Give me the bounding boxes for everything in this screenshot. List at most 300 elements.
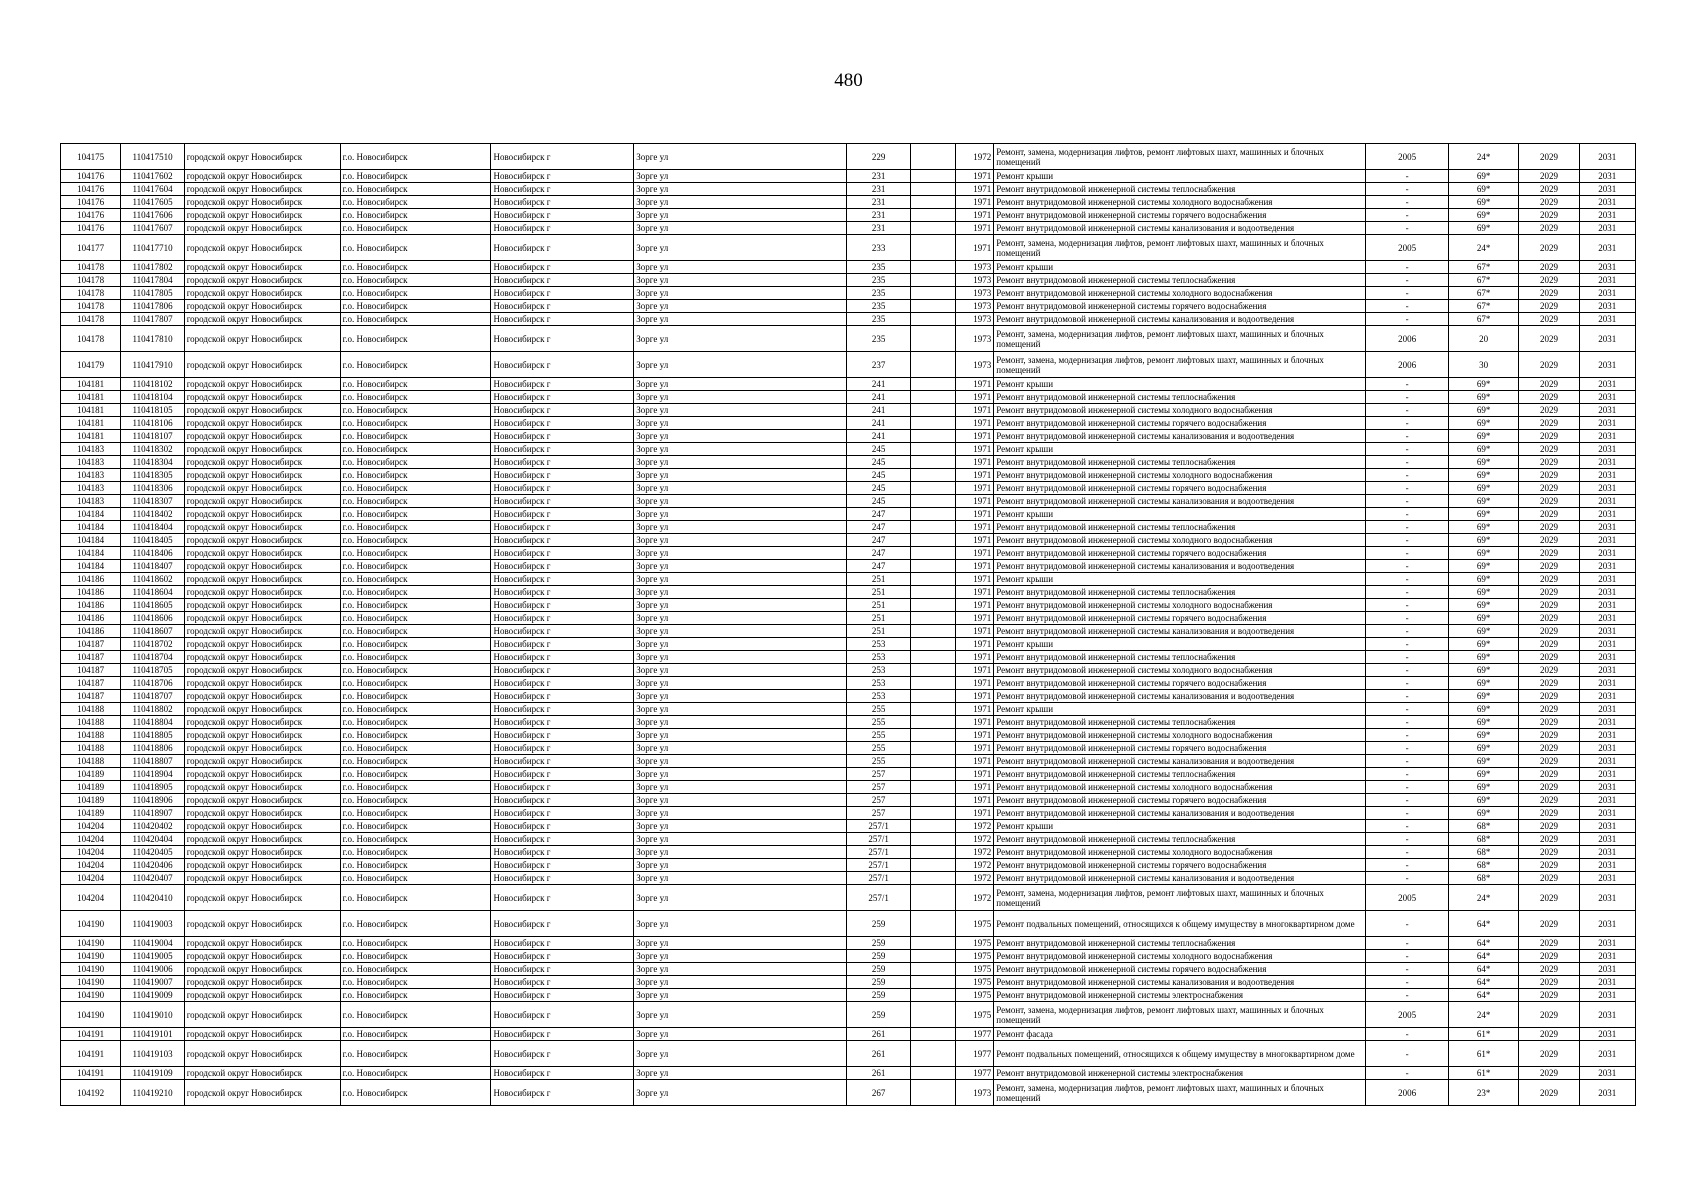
cell-street: Зорге ул [634, 768, 847, 781]
cell-house-number: 259 [847, 950, 910, 963]
cell-wear-percent: 69* [1448, 209, 1518, 222]
cell-street: Зорге ул [634, 846, 847, 859]
cell-plan-start-year: 2029 [1519, 300, 1579, 313]
cell-building [910, 1002, 955, 1028]
cell-plan-start-year: 2029 [1519, 313, 1579, 326]
cell-build-year: 1971 [956, 729, 994, 742]
cell-settlement: Новосибирск г [491, 937, 634, 950]
cell-plan-end-year: 2031 [1579, 495, 1635, 508]
cell-building [910, 976, 955, 989]
page-number: 480 [834, 70, 863, 91]
cell-build-year: 1971 [956, 677, 994, 690]
cell-work-type: Ремонт внутридомовой инженерной системы горячего водоснабжения [994, 300, 1366, 313]
cell-work-code: 110417802 [121, 261, 184, 274]
cell-municipality: г.о. Новосибирск [340, 768, 491, 781]
cell-municipal-district: городской округ Новосибирск [184, 872, 340, 885]
cell-build-year: 1972 [956, 859, 994, 872]
cell-wear-percent: 68* [1448, 833, 1518, 846]
cell-settlement: Новосибирск г [491, 729, 634, 742]
cell-plan-start-year: 2029 [1519, 222, 1579, 235]
cell-work-code: 110419003 [121, 911, 184, 937]
cell-settlement: Новосибирск г [491, 235, 634, 261]
cell-plan-end-year: 2031 [1579, 586, 1635, 599]
cell-last-repair-year: - [1366, 547, 1448, 560]
cell-plan-end-year: 2031 [1579, 768, 1635, 781]
cell-last-repair-year: - [1366, 222, 1448, 235]
table-row [61, 664, 1636, 677]
cell-street: Зорге ул [634, 833, 847, 846]
cell-work-type: Ремонт внутридомовой инженерной системы теплоснабжения [994, 833, 1366, 846]
cell-plan-end-year: 2031 [1579, 963, 1635, 976]
cell-plan-end-year: 2031 [1579, 313, 1635, 326]
cell-work-code: 110418106 [121, 417, 184, 430]
cell-work-code: 110418907 [121, 807, 184, 820]
cell-settlement: Новосибирск г [491, 1080, 634, 1106]
table-row [61, 651, 1636, 664]
cell-work-code: 110418904 [121, 768, 184, 781]
cell-house-number: 233 [847, 235, 910, 261]
cell-municipality: г.о. Новосибирск [340, 911, 491, 937]
table-row [61, 391, 1636, 404]
table-row [61, 599, 1636, 612]
cell-build-year: 1971 [956, 612, 994, 625]
cell-work-type: Ремонт крыши [994, 573, 1366, 586]
table-row [61, 183, 1636, 196]
cell-plan-end-year: 2031 [1579, 872, 1635, 885]
cell-build-year: 1971 [956, 378, 994, 391]
cell-work-type: Ремонт внутридомовой инженерной системы канализования и водоотведения [994, 872, 1366, 885]
cell-settlement: Новосибирск г [491, 677, 634, 690]
cell-work-code: 110418304 [121, 456, 184, 469]
cell-plan-start-year: 2029 [1519, 937, 1579, 950]
table-row [61, 742, 1636, 755]
cell-building [910, 196, 955, 209]
cell-last-repair-year: - [1366, 937, 1448, 950]
cell-work-type: Ремонт внутридомовой инженерной системы горячего водоснабжения [994, 859, 1366, 872]
cell-last-repair-year: - [1366, 963, 1448, 976]
cell-building [910, 833, 955, 846]
cell-street: Зорге ул [634, 534, 847, 547]
cell-house-number: 231 [847, 222, 910, 235]
cell-plan-start-year: 2029 [1519, 391, 1579, 404]
cell-building [910, 443, 955, 456]
cell-plan-end-year: 2031 [1579, 703, 1635, 716]
cell-house-number: 257/1 [847, 833, 910, 846]
cell-record-id: 104190 [61, 950, 121, 963]
cell-settlement: Новосибирск г [491, 508, 634, 521]
cell-building [910, 989, 955, 1002]
cell-plan-end-year: 2031 [1579, 612, 1635, 625]
cell-plan-start-year: 2029 [1519, 560, 1579, 573]
cell-municipality: г.о. Новосибирск [340, 612, 491, 625]
table-row [61, 976, 1636, 989]
cell-street: Зорге ул [634, 586, 847, 599]
cell-municipal-district: городской округ Новосибирск [184, 859, 340, 872]
cell-settlement: Новосибирск г [491, 534, 634, 547]
cell-municipality: г.о. Новосибирск [340, 638, 491, 651]
cell-settlement: Новосибирск г [491, 885, 634, 911]
cell-build-year: 1972 [956, 820, 994, 833]
cell-plan-end-year: 2031 [1579, 781, 1635, 794]
cell-settlement: Новосибирск г [491, 794, 634, 807]
cell-work-code: 110418804 [121, 716, 184, 729]
cell-record-id: 104178 [61, 300, 121, 313]
cell-plan-start-year: 2029 [1519, 716, 1579, 729]
cell-plan-end-year: 2031 [1579, 144, 1635, 170]
cell-plan-end-year: 2031 [1579, 300, 1635, 313]
cell-work-type: Ремонт внутридомовой инженерной системы канализования и водоотведения [994, 495, 1366, 508]
table-row [61, 482, 1636, 495]
cell-work-code: 110418602 [121, 573, 184, 586]
cell-municipal-district: городской округ Новосибирск [184, 1028, 340, 1041]
cell-build-year: 1971 [956, 625, 994, 638]
cell-record-id: 104177 [61, 235, 121, 261]
table-row [61, 1080, 1636, 1106]
cell-last-repair-year: - [1366, 196, 1448, 209]
cell-building [910, 937, 955, 950]
cell-plan-end-year: 2031 [1579, 1028, 1635, 1041]
cell-work-type: Ремонт внутридомовой инженерной системы холодного водоснабжения [994, 534, 1366, 547]
cell-last-repair-year: 2005 [1366, 885, 1448, 911]
cell-settlement: Новосибирск г [491, 521, 634, 534]
cell-settlement: Новосибирск г [491, 651, 634, 664]
cell-build-year: 1971 [956, 807, 994, 820]
cell-record-id: 104178 [61, 313, 121, 326]
cell-wear-percent: 69* [1448, 495, 1518, 508]
cell-wear-percent: 69* [1448, 443, 1518, 456]
cell-house-number: 251 [847, 573, 910, 586]
cell-municipality: г.о. Новосибирск [340, 820, 491, 833]
cell-work-code: 110420404 [121, 833, 184, 846]
cell-municipal-district: городской округ Новосибирск [184, 378, 340, 391]
cell-wear-percent: 69* [1448, 391, 1518, 404]
cell-settlement: Новосибирск г [491, 768, 634, 781]
cell-work-code: 110418107 [121, 430, 184, 443]
cell-street: Зорге ул [634, 183, 847, 196]
cell-house-number: 237 [847, 352, 910, 378]
cell-last-repair-year: - [1366, 300, 1448, 313]
cell-plan-start-year: 2029 [1519, 586, 1579, 599]
table-row [61, 261, 1636, 274]
cell-wear-percent: 68* [1448, 846, 1518, 859]
cell-street: Зорге ул [634, 352, 847, 378]
cell-last-repair-year: - [1366, 261, 1448, 274]
cell-municipality: г.о. Новосибирск [340, 417, 491, 430]
cell-last-repair-year: - [1366, 534, 1448, 547]
cell-work-type: Ремонт внутридомовой инженерной системы горячего водоснабжения [994, 547, 1366, 560]
cell-municipality: г.о. Новосибирск [340, 729, 491, 742]
cell-settlement: Новосибирск г [491, 599, 634, 612]
cell-last-repair-year: - [1366, 859, 1448, 872]
table-row [61, 430, 1636, 443]
cell-plan-start-year: 2029 [1519, 963, 1579, 976]
cell-last-repair-year: - [1366, 417, 1448, 430]
cell-last-repair-year: - [1366, 703, 1448, 716]
cell-record-id: 104204 [61, 885, 121, 911]
cell-municipal-district: городской округ Новосибирск [184, 781, 340, 794]
cell-municipality: г.о. Новосибирск [340, 586, 491, 599]
table-row [61, 300, 1636, 313]
cell-plan-start-year: 2029 [1519, 820, 1579, 833]
cell-work-type: Ремонт, замена, модернизация лифтов, ремонт лифтовых шахт, машинных и блочных помещений [994, 1080, 1366, 1106]
cell-work-type: Ремонт внутридомовой инженерной системы канализования и водоотведения [994, 560, 1366, 573]
cell-building [910, 560, 955, 573]
cell-house-number: 257/1 [847, 846, 910, 859]
cell-wear-percent: 69* [1448, 638, 1518, 651]
cell-build-year: 1971 [956, 209, 994, 222]
cell-municipality: г.о. Новосибирск [340, 846, 491, 859]
cell-wear-percent: 69* [1448, 586, 1518, 599]
cell-work-type: Ремонт, замена, модернизация лифтов, ремонт лифтовых шахт, машинных и блочных помещений [994, 144, 1366, 170]
cell-settlement: Новосибирск г [491, 222, 634, 235]
cell-municipal-district: городской округ Новосибирск [184, 989, 340, 1002]
cell-build-year: 1971 [956, 716, 994, 729]
table-row [61, 625, 1636, 638]
cell-work-code: 110418604 [121, 586, 184, 599]
cell-plan-end-year: 2031 [1579, 404, 1635, 417]
cell-municipality: г.о. Новосибирск [340, 521, 491, 534]
cell-record-id: 104187 [61, 677, 121, 690]
cell-plan-start-year: 2029 [1519, 1041, 1579, 1067]
cell-wear-percent: 61* [1448, 1028, 1518, 1041]
cell-house-number: 247 [847, 521, 910, 534]
cell-wear-percent: 69* [1448, 378, 1518, 391]
table-row [61, 443, 1636, 456]
cell-build-year: 1971 [956, 638, 994, 651]
cell-municipal-district: городской округ Новосибирск [184, 547, 340, 560]
cell-record-id: 104181 [61, 417, 121, 430]
cell-build-year: 1972 [956, 846, 994, 859]
cell-street: Зорге ул [634, 560, 847, 573]
cell-work-code: 110418707 [121, 690, 184, 703]
cell-plan-start-year: 2029 [1519, 651, 1579, 664]
cell-house-number: 231 [847, 170, 910, 183]
cell-work-code: 110419004 [121, 937, 184, 950]
cell-work-type: Ремонт внутридомовой инженерной системы холодного водоснабжения [994, 287, 1366, 300]
cell-work-type: Ремонт внутридомовой инженерной системы холодного водоснабжения [994, 950, 1366, 963]
cell-house-number: 253 [847, 677, 910, 690]
cell-wear-percent: 64* [1448, 937, 1518, 950]
cell-last-repair-year: - [1366, 612, 1448, 625]
cell-municipal-district: городской округ Новосибирск [184, 560, 340, 573]
cell-last-repair-year: - [1366, 573, 1448, 586]
cell-work-code: 110417602 [121, 170, 184, 183]
cell-record-id: 104184 [61, 508, 121, 521]
cell-build-year: 1971 [956, 430, 994, 443]
cell-house-number: 245 [847, 469, 910, 482]
cell-settlement: Новосибирск г [491, 586, 634, 599]
cell-work-type: Ремонт внутридомовой инженерной системы электроснабжения [994, 989, 1366, 1002]
cell-record-id: 104178 [61, 287, 121, 300]
cell-street: Зорге ул [634, 911, 847, 937]
cell-wear-percent: 69* [1448, 677, 1518, 690]
cell-building [910, 807, 955, 820]
cell-municipal-district: городской округ Новосибирск [184, 768, 340, 781]
table-row [61, 287, 1636, 300]
cell-building [910, 625, 955, 638]
cell-house-number: 257/1 [847, 859, 910, 872]
cell-build-year: 1971 [956, 768, 994, 781]
cell-street: Зорге ул [634, 742, 847, 755]
cell-street: Зорге ул [634, 235, 847, 261]
cell-wear-percent: 69* [1448, 690, 1518, 703]
cell-wear-percent: 20 [1448, 326, 1518, 352]
cell-settlement: Новосибирск г [491, 716, 634, 729]
cell-record-id: 104188 [61, 716, 121, 729]
cell-street: Зорге ул [634, 716, 847, 729]
cell-house-number: 241 [847, 404, 910, 417]
cell-wear-percent: 69* [1448, 807, 1518, 820]
cell-municipality: г.о. Новосибирск [340, 456, 491, 469]
cell-plan-start-year: 2029 [1519, 287, 1579, 300]
cell-municipal-district: городской округ Новосибирск [184, 170, 340, 183]
cell-last-repair-year: - [1366, 469, 1448, 482]
cell-build-year: 1971 [956, 508, 994, 521]
cell-wear-percent: 23* [1448, 1080, 1518, 1106]
cell-last-repair-year: - [1366, 820, 1448, 833]
cell-building [910, 495, 955, 508]
cell-municipal-district: городской округ Новосибирск [184, 495, 340, 508]
cell-work-type: Ремонт крыши [994, 703, 1366, 716]
cell-house-number: 231 [847, 209, 910, 222]
cell-settlement: Новосибирск г [491, 1067, 634, 1080]
cell-build-year: 1971 [956, 573, 994, 586]
cell-settlement: Новосибирск г [491, 820, 634, 833]
cell-street: Зорге ул [634, 326, 847, 352]
cell-record-id: 104181 [61, 430, 121, 443]
cell-build-year: 1971 [956, 651, 994, 664]
cell-last-repair-year: - [1366, 586, 1448, 599]
cell-plan-end-year: 2031 [1579, 469, 1635, 482]
cell-municipality: г.о. Новосибирск [340, 677, 491, 690]
capital-repair-table [60, 143, 1636, 1106]
cell-plan-start-year: 2029 [1519, 183, 1579, 196]
cell-municipal-district: городской округ Новосибирск [184, 209, 340, 222]
cell-last-repair-year: - [1366, 287, 1448, 300]
cell-municipality: г.о. Новосибирск [340, 326, 491, 352]
cell-municipal-district: городской округ Новосибирск [184, 729, 340, 742]
cell-wear-percent: 69* [1448, 781, 1518, 794]
cell-settlement: Новосибирск г [491, 261, 634, 274]
cell-work-code: 110418805 [121, 729, 184, 742]
cell-settlement: Новосибирск г [491, 274, 634, 287]
cell-wear-percent: 69* [1448, 651, 1518, 664]
cell-settlement: Новосибирск г [491, 612, 634, 625]
cell-plan-start-year: 2029 [1519, 404, 1579, 417]
cell-work-type: Ремонт, замена, модернизация лифтов, ремонт лифтовых шахт, машинных и блочных помещений [994, 235, 1366, 261]
cell-street: Зорге ул [634, 495, 847, 508]
cell-work-code: 110417605 [121, 196, 184, 209]
cell-last-repair-year: - [1366, 833, 1448, 846]
cell-last-repair-year: - [1366, 729, 1448, 742]
table-row [61, 1028, 1636, 1041]
cell-build-year: 1972 [956, 833, 994, 846]
table-row [61, 729, 1636, 742]
cell-municipality: г.о. Новосибирск [340, 690, 491, 703]
cell-municipality: г.о. Новосибирск [340, 261, 491, 274]
cell-wear-percent: 69* [1448, 469, 1518, 482]
cell-wear-percent: 24* [1448, 885, 1518, 911]
cell-house-number: 245 [847, 495, 910, 508]
cell-record-id: 104181 [61, 391, 121, 404]
cell-work-type: Ремонт крыши [994, 820, 1366, 833]
cell-work-code: 110417804 [121, 274, 184, 287]
cell-build-year: 1973 [956, 1080, 994, 1106]
cell-work-type: Ремонт внутридомовой инженерной системы теплоснабжения [994, 937, 1366, 950]
cell-work-type: Ремонт внутридомовой инженерной системы холодного водоснабжения [994, 729, 1366, 742]
cell-municipality: г.о. Новосибирск [340, 1067, 491, 1080]
cell-house-number: 259 [847, 911, 910, 937]
cell-work-code: 110418104 [121, 391, 184, 404]
cell-plan-start-year: 2029 [1519, 846, 1579, 859]
cell-wear-percent: 69* [1448, 482, 1518, 495]
cell-record-id: 104187 [61, 690, 121, 703]
cell-plan-start-year: 2029 [1519, 378, 1579, 391]
cell-plan-start-year: 2029 [1519, 430, 1579, 443]
table-row [61, 469, 1636, 482]
cell-work-code: 110418607 [121, 625, 184, 638]
cell-plan-end-year: 2031 [1579, 274, 1635, 287]
cell-plan-start-year: 2029 [1519, 261, 1579, 274]
cell-municipality: г.о. Новосибирск [340, 391, 491, 404]
cell-plan-end-year: 2031 [1579, 287, 1635, 300]
cell-plan-end-year: 2031 [1579, 430, 1635, 443]
cell-house-number: 255 [847, 755, 910, 768]
cell-plan-end-year: 2031 [1579, 755, 1635, 768]
cell-plan-end-year: 2031 [1579, 794, 1635, 807]
table-row [61, 235, 1636, 261]
cell-municipal-district: городской округ Новосибирск [184, 638, 340, 651]
cell-build-year: 1971 [956, 547, 994, 560]
cell-municipality: г.о. Новосибирск [340, 170, 491, 183]
cell-work-code: 110417606 [121, 209, 184, 222]
cell-building [910, 755, 955, 768]
cell-house-number: 241 [847, 391, 910, 404]
cell-settlement: Новосибирск г [491, 170, 634, 183]
cell-building [910, 144, 955, 170]
cell-settlement: Новосибирск г [491, 144, 634, 170]
cell-plan-start-year: 2029 [1519, 625, 1579, 638]
cell-house-number: 231 [847, 196, 910, 209]
cell-last-repair-year: - [1366, 625, 1448, 638]
cell-record-id: 104189 [61, 807, 121, 820]
cell-plan-end-year: 2031 [1579, 729, 1635, 742]
cell-plan-end-year: 2031 [1579, 807, 1635, 820]
cell-build-year: 1972 [956, 885, 994, 911]
cell-street: Зорге ул [634, 1041, 847, 1067]
cell-build-year: 1971 [956, 664, 994, 677]
cell-wear-percent: 64* [1448, 976, 1518, 989]
cell-work-type: Ремонт крыши [994, 378, 1366, 391]
cell-street: Зорге ул [634, 1002, 847, 1028]
cell-last-repair-year: 2006 [1366, 1080, 1448, 1106]
cell-build-year: 1971 [956, 469, 994, 482]
cell-house-number: 255 [847, 729, 910, 742]
cell-street: Зорге ул [634, 872, 847, 885]
cell-last-repair-year: - [1366, 209, 1448, 222]
cell-settlement: Новосибирск г [491, 560, 634, 573]
cell-record-id: 104183 [61, 456, 121, 469]
cell-plan-end-year: 2031 [1579, 417, 1635, 430]
cell-last-repair-year: - [1366, 794, 1448, 807]
cell-municipal-district: городской округ Новосибирск [184, 976, 340, 989]
cell-street: Зорге ул [634, 313, 847, 326]
cell-municipal-district: городской округ Новосибирск [184, 417, 340, 430]
cell-settlement: Новосибирск г [491, 183, 634, 196]
cell-house-number: 257 [847, 794, 910, 807]
cell-street: Зорге ул [634, 521, 847, 534]
cell-municipality: г.о. Новосибирск [340, 989, 491, 1002]
